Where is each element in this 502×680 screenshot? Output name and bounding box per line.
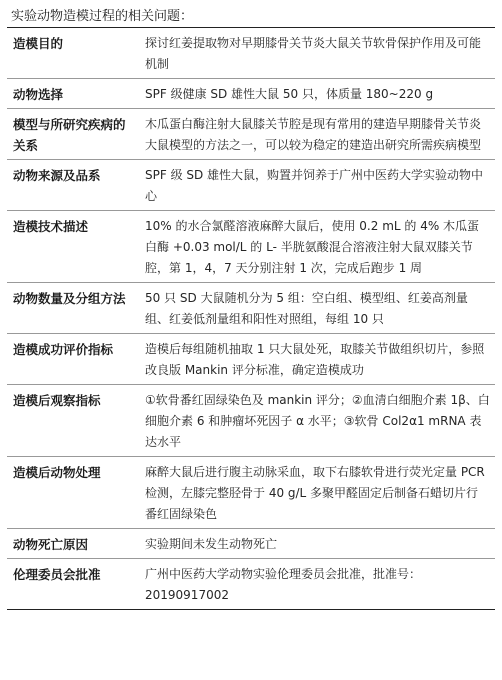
modeling-info-table (7, 27, 495, 610)
row-value: 10% 的水合氯醛溶液麻醉大鼠后，使用 0.2 mL 的 4% 木瓜蛋白酶 +0.03 mol/L 的 L- 半胱氨酸混合溶液注射大鼠双膝关节腔，第 1，4，7 天分别注射 1 次，完成后跑步 1 周 (139, 211, 495, 283)
row-label: 动物选择 (7, 79, 139, 109)
row-value: SPF 级 SD 雄性大鼠，购置并饲养于广州中医药大学实验动物中心 (139, 160, 495, 211)
row-label: 动物死亡原因 (7, 529, 139, 559)
row-label: 模型与所研究疾病的关系 (7, 109, 139, 160)
row-value: 实验期间未发生动物死亡 (139, 529, 495, 559)
table-row (7, 28, 495, 79)
row-value: 50 只 SD 大鼠随机分为 5 组：空白组、模型组、红姜高剂量组、红姜低剂量组和阳性对照组，每组 10 只 (139, 283, 495, 334)
row-label: 造模后动物处理 (7, 457, 139, 529)
table-row (7, 559, 495, 610)
row-label: 造模技术描述 (7, 211, 139, 283)
table-body (7, 28, 495, 610)
row-value: 木瓜蛋白酶注射大鼠膝关节腔是现有常用的建造早期膝骨关节炎大鼠模型的方法之一，可以较为稳定的建造出研究所需疾病模型 (139, 109, 495, 160)
row-value: ①软骨番红固绿染色及 mankin 评分；②血清白细胞介素 1β、白细胞介素 6 和肿瘤坏死因子 α 水平；③软骨 Col2α1 mRNA 表达水平 (139, 385, 495, 457)
row-label: 造模后观察指标 (7, 385, 139, 457)
row-value: 造模后每组随机抽取 1 只大鼠处死，取膝关节做组织切片，参照改良版 Mankin 评分标准，确定造模成功 (139, 334, 495, 385)
table-caption: 实验动物造模过程的相关问题： (11, 9, 194, 24)
table-row (7, 109, 495, 160)
row-value: SPF 级健康 SD 雄性大鼠 50 只，体质量 180~220 g (139, 79, 495, 109)
table-row (7, 334, 495, 385)
row-label: 伦理委员会批准 (7, 559, 139, 610)
row-label: 造模目的 (7, 28, 139, 79)
table-row (7, 79, 495, 109)
row-value: 麻醉大鼠后进行腹主动脉采血，取下右膝软骨进行荧光定量 PCR 检测，左膝完整胫骨于 40 g/L 多聚甲醛固定后制备石蜡切片行番红固绿染色 (139, 457, 495, 529)
row-value: 探讨红姜提取物对早期膝骨关节炎大鼠关节软骨保护作用及可能机制 (139, 28, 495, 79)
row-label: 动物来源及品系 (7, 160, 139, 211)
row-label: 动物数量及分组方法 (7, 283, 139, 334)
row-value: 广州中医药大学动物实验伦理委员会批准，批准号：20190917002 (139, 559, 495, 610)
table-row (7, 283, 495, 334)
table-row (7, 160, 495, 211)
table-row (7, 385, 495, 457)
row-label: 造模成功评价指标 (7, 334, 139, 385)
table-row (7, 211, 495, 283)
document-page (7, 8, 495, 610)
table-row (7, 529, 495, 559)
table-row (7, 457, 495, 529)
